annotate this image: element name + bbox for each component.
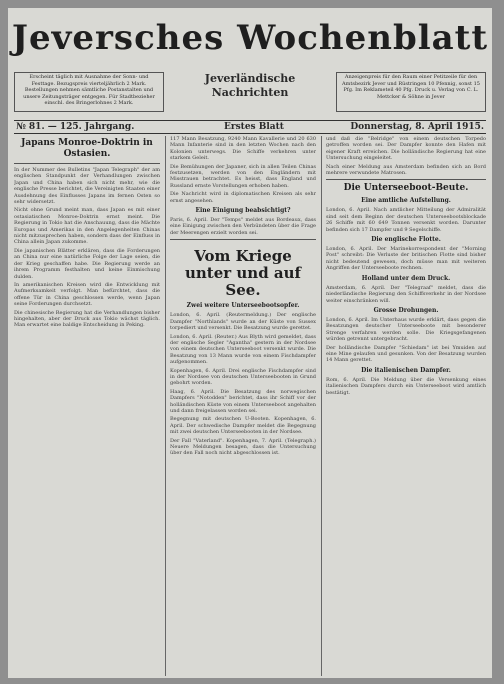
article-paragraph: Nicht ohne Grund meint man, dass Japan es mit einer ostasiatischen Monroe-Doktrin ernst meint. Die Regierung in Tokio hat die Anschauung, dass die Mächte Europas und Amerikas in den Angelegenheiten Chinas nicht mitzusprechen haben, sondern dass der Einfluss in China allein Japan zukomme. — [14, 207, 160, 246]
section-subhead: Grosse Drohungen. — [373, 306, 439, 314]
article-paragraph: London, 6. April. (Reutermeldung.) Der englische Dampfer "Northlands" wurde an der Küste von Sussex torpediert und versenkt. Die Besatzung wurde gerettet. — [170, 312, 316, 332]
article-paragraph: Haag, 6. April. Die Besatzung des norwegischen Dampfers "Notodden" berichtet, dass ihr Schiff vor der holländischen Küste von einem Unterseeboot angehalten und dann freigelassen worden sei. — [170, 388, 316, 414]
masthead-title: Jeversches Wochenblatt — [11, 18, 489, 58]
article-paragraph: London, 6. April. Der Marinekorrespondent der "Morning Post" schreibt: Die Verluste der britischen Flotte sind bisher nicht bedeutend gewesen, doch müsse man mit weiteren Angriffen der Unterseeboote rechnen. — [326, 246, 486, 272]
column-divider — [321, 136, 322, 676]
article-paragraph: Die Bemühungen der Japaner, sich in allen Teilen Chinas festzusetzen, werden von den Engländern mit Misstrauen betrachtet. Es heisst, dass England und Russland ernste Vorstellungen erhoben haben. — [170, 163, 316, 189]
column-1 — [14, 136, 160, 676]
article-paragraph: Der holländische Dampfer "Schiedam" ist bei Ymuiden auf eine Mine gelaufen und gesunken. Von der Besatzung wurden 14 Mann gerettet. — [326, 344, 486, 364]
newspaper-page — [8, 8, 492, 678]
column-2 — [170, 136, 316, 676]
article-columns — [14, 136, 486, 676]
dateline — [14, 120, 486, 134]
subheader-bar — [14, 72, 486, 116]
divider — [14, 163, 160, 164]
column-divider — [165, 136, 166, 676]
article-paragraph: London, 6. April. Nach amtlicher Mitteilung der Admiralität sind seit dem Beginn der deutschen Unterseebootsblockade 26 Schiffe mit 60 649 Tonnen versenkt worden. Darunter befinden sich 17 Dampfer und 9 Segelschiffe. — [326, 207, 486, 233]
issue-number: № 81. — 125. Jahrgang. — [16, 122, 135, 132]
article-headline: Die Unterseeboot-Beute. — [343, 183, 469, 194]
article-paragraph: London, 6. April. (Reuter.) Aus Blyth wird gemeldet, dass der englische Segler "Agantha" gestern in der Nordsee von einem deutschen Unterseeboot versenkt wurde. Die Besatzung von 13 Mann wurde von einem Fischdampfer aufgenommen. — [170, 333, 316, 366]
section-subhead: Eine amtliche Aufstellung. — [361, 197, 451, 205]
subscription-info: Erscheint täglich mit Ausnahme der Sonn- und Festtage. Bezugspreis vierteljährlich 2 Mark. Bestellungen nehmen sämtliche Postanstalten und unsere Zeitungsträger entgegen. Für Stadtbezieher einschl. des Bringerlohnes 2 Mark. — [14, 72, 164, 112]
advertising-info: Anzeigenpreis für den Raum einer Petitzeile für den Amtsbezirk Jever und Rüstringen 10 Pfennig, sonst 15 Pfg. Im Reklameteil 40 Pfg. Druck u. Verlag von C. L. Mettcker & Söhne in Jever — [336, 72, 486, 112]
article-paragraph: Die Nachricht wird in diplomatischen Kreisen als sehr ernst angesehen. — [170, 191, 316, 204]
article-paragraph: Paris, 6. April. Der "Temps" meldet aus Bordeaux, dass eine Einigung zwischen den Verbündeten über die Frage der Meerengen erzielt worden sei. — [170, 217, 316, 236]
section-subhead: Eine Einigung beabsichtigt? — [195, 207, 291, 215]
article-paragraph: In amerikanischen Kreisen wird die Entwicklung mit Aufmerksamkeit verfolgt. Man befürchtet, dass die offene Tür in China geschlossen werde, wenn Japan seine Forderungen durchsetzt. — [14, 281, 160, 308]
subtitle-line2: Nachrichten — [211, 86, 289, 99]
section-subhead: Die italienischen Dampfer. — [361, 366, 451, 374]
article-headline: Japans Monroe-Doktrin in Ostasien. — [21, 138, 153, 159]
section-subhead: Die englische Flotte. — [371, 236, 441, 244]
subtitle-block — [174, 72, 326, 100]
section-subhead: Zwei weitere Unterseebootsopfer. — [186, 302, 300, 310]
divider — [326, 179, 486, 180]
section-subhead: Holland unter dem Druck. — [361, 274, 451, 282]
article-paragraph: und daß die "Belridge" von einem deutschen Torpedo getroffen worden sei. Der Dampfer konnte den Hafen mit eigener Kraft erreichen. Die holländische Regierung hat eine Untersuchung eingeleitet. — [326, 136, 486, 162]
subtitle-line1: Jeverländische — [204, 72, 296, 85]
edition-label: Erstes Blatt — [224, 122, 284, 132]
article-paragraph: Nach einer Meldung aus Amsterdam befinden sich an Bord mehrere verwundete Matrosen. — [326, 163, 486, 177]
article-paragraph: 117 Mann Besatzung, 9240 Mann Kavallerie und 20 630 Mann Infanterie sind in den letzten Wochen nach den Kolonien unterwegs. Die Schiffe verkehren unter starkem Geleit. — [170, 136, 316, 162]
section-headline: Vom Kriege unter und auf See. — [184, 247, 301, 300]
article-paragraph: Rom, 6. April. Die Meldung über die Versenkung eines italienischen Dampfers durch ein Unterseeboot wird amtlich bestätigt. — [326, 376, 486, 396]
article-paragraph: Die japanischen Blätter erklären, dass die Forderungen an China nur eine natürliche Folge der Lage seien, die der Krieg geschaffen habe. Die Regierung werde an ihrem Programm festhalten und keine Einmischung dulden. — [14, 247, 160, 280]
article-paragraph: London, 6. April. Im Unterhaus wurde erklärt, dass gegen die Besatzungen deutscher Unterseeboote mit besonderer Strenge verfahren werden solle. Die Kriegsgefangenen würden getrennt untergebracht. — [326, 316, 486, 343]
divider — [170, 239, 316, 240]
article-paragraph: Der Fall "Vaterland". Kopenhagen, 7. April. (Telegraph.) Neuere Meldungen besagen, dass die Untersuchung über den Fall noch nicht abgeschlossen ist. — [170, 437, 316, 457]
issue-date: Donnerstag, 8. April 1915. — [350, 122, 484, 132]
article-paragraph: Amsterdam, 6. April. Der "Telegraaf" meldet, dass die niederländische Regierung den Schiffsverkehr in der Nordsee weiter einschränken will. — [326, 284, 486, 304]
article-paragraph: Kopenhagen, 6. April. Drei englische Fischdampfer sind in der Nordsee von deutschen Unterseebooten in Grund gebohrt worden. — [170, 367, 316, 387]
column-3 — [326, 136, 486, 676]
article-paragraph: Begegnung mit deutschen U-Booten. Kopenhagen, 6. April. Der schwedische Dampfer meldet die Begegnung mit zwei deutschen Unterseebooten in der Nordsee. — [170, 416, 316, 436]
article-paragraph: In der Nummer des Bulletins "Japan Telegraph" der am englischen Standpunkt der Verhandlungen zwischen Japan und China haben sich nicht mehr, wie die englische Presse berichtet, die Vereinigten Staaten einer Ausdehnung des Einflusses Japans im fernen Osten so sehr widersetzt. — [14, 167, 160, 206]
article-paragraph: Die chinesische Regierung hat die Verhandlungen bisher hingehalten, aber der Druck aus Tokio wächst täglich. Man erwartet eine baldige Entscheidung in Peking. — [14, 309, 160, 329]
